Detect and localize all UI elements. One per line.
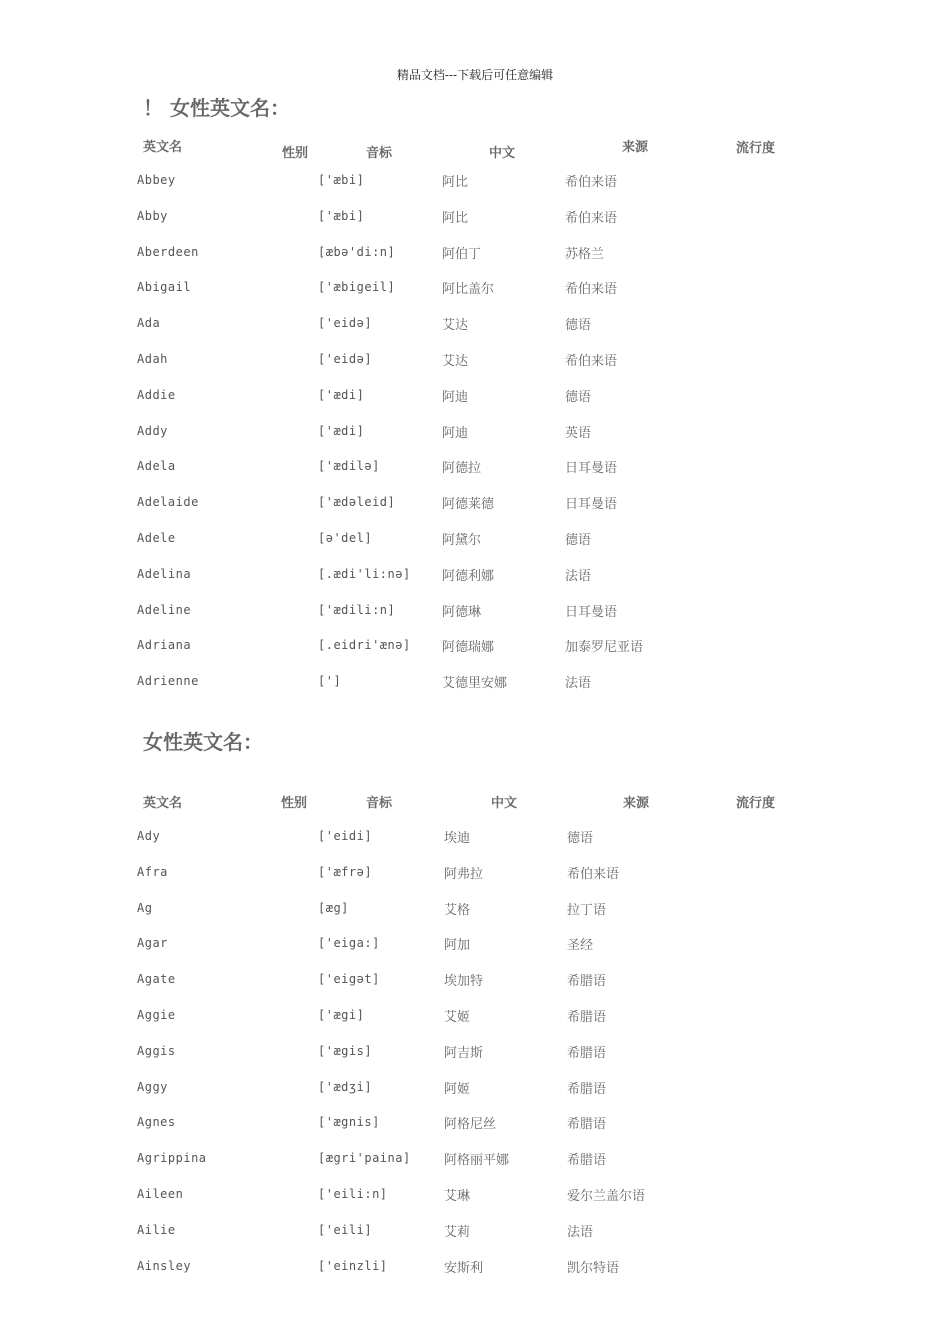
table-row — [0, 1185, 950, 1205]
chinese-name-cell: 阿德利娜 — [442, 568, 495, 584]
phonetic-cell: ['ægnis] — [318, 1115, 380, 1130]
english-name-cell: Abby — [137, 208, 168, 223]
origin-cell: 希腊语 — [567, 974, 607, 990]
column-header-phonetic: 音标 — [366, 796, 393, 811]
table-row — [0, 457, 950, 477]
chinese-name-cell: 阿比 — [442, 210, 469, 226]
english-name-cell: Agar — [137, 936, 168, 951]
table-row — [0, 1257, 950, 1277]
english-name-cell: Agnes — [137, 1115, 176, 1130]
chinese-name-cell: 艾达 — [442, 354, 469, 369]
chinese-name-cell: 阿德瑞娜 — [442, 640, 495, 656]
column-header-popularity: 流行度 — [736, 796, 776, 811]
table-row — [0, 529, 950, 549]
chinese-name-cell: 艾姬 — [444, 1010, 471, 1025]
english-name-cell: Aggie — [137, 1008, 176, 1022]
origin-cell: 加泰罗尼亚语 — [565, 640, 644, 656]
english-name-cell: Abbey — [137, 173, 176, 187]
origin-cell: 凯尔特语 — [567, 1260, 620, 1276]
column-header-english-name: 英文名 — [143, 140, 183, 155]
origin-cell: 法语 — [565, 676, 592, 692]
chinese-name-cell: 安斯利 — [444, 1260, 484, 1276]
origin-cell: 希伯来语 — [565, 354, 618, 369]
chinese-name-cell: 阿黛尔 — [442, 533, 482, 548]
phonetic-cell: ['ædi] — [318, 387, 365, 402]
origin-cell: 爱尔兰盖尔语 — [567, 1189, 646, 1204]
origin-cell: 希伯来语 — [567, 866, 620, 882]
table-row — [0, 827, 950, 847]
chinese-name-cell: 艾德里安娜 — [442, 676, 508, 692]
phonetic-cell: ['einzli] — [318, 1258, 388, 1273]
column-header-gender: 性别 — [282, 146, 309, 161]
table-row — [0, 1221, 950, 1241]
column-header-english-name: 英文名 — [143, 796, 183, 811]
origin-cell: 希伯来语 — [565, 210, 618, 226]
column-header-origin: 来源 — [622, 140, 649, 155]
chinese-name-cell: 阿比盖尔 — [442, 282, 495, 298]
origin-cell: 希伯来语 — [565, 175, 618, 190]
origin-cell: 德语 — [565, 533, 592, 548]
origin-cell: 圣经 — [567, 938, 594, 954]
chinese-name-cell: 艾格 — [444, 902, 471, 918]
english-name-cell: Afra — [137, 864, 168, 879]
phonetic-cell: [.ædi'li:nə] — [318, 566, 411, 581]
table-row — [0, 493, 950, 513]
origin-cell: 德语 — [565, 389, 592, 405]
phonetic-cell: ['eili] — [318, 1222, 373, 1237]
origin-cell: 希腊语 — [567, 1010, 607, 1025]
chinese-name-cell: 阿迪 — [442, 389, 469, 405]
english-name-cell: Aggy — [137, 1079, 168, 1094]
chinese-name-cell: 艾达 — [442, 318, 469, 334]
origin-cell: 德语 — [565, 318, 592, 334]
phonetic-cell: ['ædili:n] — [318, 602, 396, 617]
section-title: 女性英文名： — [143, 730, 263, 754]
origin-cell: 日耳曼语 — [565, 497, 618, 513]
table-row — [0, 899, 950, 919]
phonetic-cell: ['æbi] — [318, 173, 365, 187]
english-name-cell: Adelina — [137, 566, 192, 581]
phonetic-cell: ['eiga:] — [318, 936, 380, 951]
phonetic-cell: ['æbi] — [318, 208, 365, 223]
chinese-name-cell: 阿比 — [442, 175, 469, 190]
english-name-cell: Ady — [137, 829, 161, 843]
chinese-name-cell: 艾琳 — [444, 1189, 471, 1204]
chinese-name-cell: 埃加特 — [444, 974, 484, 990]
table-row — [0, 207, 950, 227]
column-header-phonetic: 音标 — [366, 146, 393, 161]
english-name-cell: Aggis — [137, 1043, 176, 1058]
english-name-cell: Ag — [137, 900, 153, 915]
column-header-chinese: 中文 — [491, 796, 518, 811]
column-header-popularity: 流行度 — [736, 141, 776, 156]
phonetic-cell: ['] — [318, 674, 342, 689]
chinese-name-cell: 阿德莱德 — [442, 497, 495, 513]
origin-cell: 英语 — [565, 425, 592, 441]
table-row — [0, 565, 950, 585]
phonetic-cell: ['ægi] — [318, 1008, 365, 1022]
origin-cell: 德语 — [567, 831, 594, 846]
origin-cell: 希腊语 — [567, 1117, 607, 1133]
table-row — [0, 1042, 950, 1062]
english-name-cell: Abigail — [137, 280, 192, 295]
chinese-name-cell: 埃迪 — [444, 831, 471, 846]
english-name-cell: Addy — [137, 423, 168, 438]
english-name-cell: Adelaide — [137, 495, 199, 510]
phonetic-cell: ['ædi] — [318, 423, 365, 438]
english-name-cell: Ada — [137, 316, 161, 331]
english-name-cell: Agrippina — [137, 1151, 207, 1166]
english-name-cell: Adriana — [137, 638, 192, 653]
origin-cell: 日耳曼语 — [565, 604, 618, 620]
page-header-note: 精品文档---下载后可任意编辑 — [396, 68, 554, 82]
phonetic-cell: ['eili:n] — [318, 1187, 388, 1201]
origin-cell: 日耳曼语 — [565, 461, 618, 477]
chinese-name-cell: 阿姬 — [444, 1081, 471, 1097]
phonetic-cell: [æg] — [318, 900, 349, 915]
origin-cell: 希腊语 — [567, 1045, 607, 1061]
chinese-name-cell: 艾莉 — [444, 1224, 471, 1240]
table-row — [0, 1149, 950, 1169]
origin-cell: 苏格兰 — [565, 246, 605, 262]
phonetic-cell: [ægri'paina] — [318, 1151, 411, 1166]
english-name-cell: Agate — [137, 972, 176, 987]
english-name-cell: Aberdeen — [137, 244, 199, 259]
section-title: ！ 女性英文名： — [143, 96, 290, 120]
phonetic-cell: ['eidi] — [318, 829, 373, 843]
english-name-cell: Ainsley — [137, 1258, 192, 1273]
english-name-cell: Adela — [137, 459, 176, 474]
chinese-name-cell: 阿吉斯 — [444, 1045, 484, 1061]
table-row — [0, 243, 950, 263]
phonetic-cell: ['ædəleid] — [318, 495, 396, 510]
phonetic-cell: ['æfrə] — [318, 864, 373, 879]
phonetic-cell: ['eidə] — [318, 352, 373, 366]
chinese-name-cell: 阿德拉 — [442, 461, 482, 477]
origin-cell: 法语 — [567, 1224, 594, 1240]
phonetic-cell: ['eidə] — [318, 316, 373, 331]
english-name-cell: Adeline — [137, 602, 192, 617]
origin-cell: 拉丁语 — [567, 902, 607, 918]
chinese-name-cell: 阿加 — [444, 938, 471, 954]
table-row — [0, 934, 950, 954]
origin-cell: 法语 — [565, 568, 592, 584]
phonetic-cell: ['eigət] — [318, 972, 380, 987]
chinese-name-cell: 阿格尼丝 — [444, 1117, 497, 1133]
chinese-name-cell: 阿伯丁 — [442, 246, 482, 262]
phonetic-cell: [æbə'di:n] — [318, 244, 396, 259]
table-row — [0, 386, 950, 406]
english-name-cell: Addie — [137, 387, 176, 402]
table-row — [0, 422, 950, 442]
column-header-gender: 性别 — [281, 796, 308, 811]
column-header-origin: 来源 — [623, 796, 650, 811]
phonetic-cell: ['ædʒi] — [318, 1079, 373, 1094]
table-row — [0, 636, 950, 656]
origin-cell: 希腊语 — [567, 1081, 607, 1097]
english-name-cell: Adrienne — [137, 674, 199, 689]
origin-cell: 希腊语 — [567, 1153, 607, 1169]
table-row — [0, 1006, 950, 1026]
origin-cell: 希伯来语 — [565, 282, 618, 298]
chinese-name-cell: 阿弗拉 — [444, 866, 484, 882]
phonetic-cell: ['ægis] — [318, 1043, 373, 1058]
table-row — [0, 672, 950, 692]
table-row — [0, 171, 950, 191]
table-row — [0, 278, 950, 298]
table-row — [0, 1113, 950, 1133]
table-row — [0, 970, 950, 990]
chinese-name-cell: 阿德琳 — [442, 604, 482, 620]
phonetic-cell: ['æbigeil] — [318, 280, 396, 295]
table-row — [0, 863, 950, 883]
english-name-cell: Ailie — [137, 1222, 176, 1237]
table-row — [0, 1078, 950, 1098]
english-name-cell: Adah — [137, 352, 168, 366]
english-name-cell: Adele — [137, 531, 176, 545]
phonetic-cell: [ə'del] — [318, 531, 373, 545]
table-row — [0, 601, 950, 621]
table-row — [0, 350, 950, 370]
table-row — [0, 314, 950, 334]
phonetic-cell: [.eidri'ænə] — [318, 638, 411, 653]
column-header-chinese: 中文 — [489, 146, 516, 161]
chinese-name-cell: 阿迪 — [442, 425, 469, 441]
phonetic-cell: ['ædilə] — [318, 459, 380, 474]
english-name-cell: Aileen — [137, 1187, 184, 1201]
chinese-name-cell: 阿格丽平娜 — [444, 1153, 510, 1169]
